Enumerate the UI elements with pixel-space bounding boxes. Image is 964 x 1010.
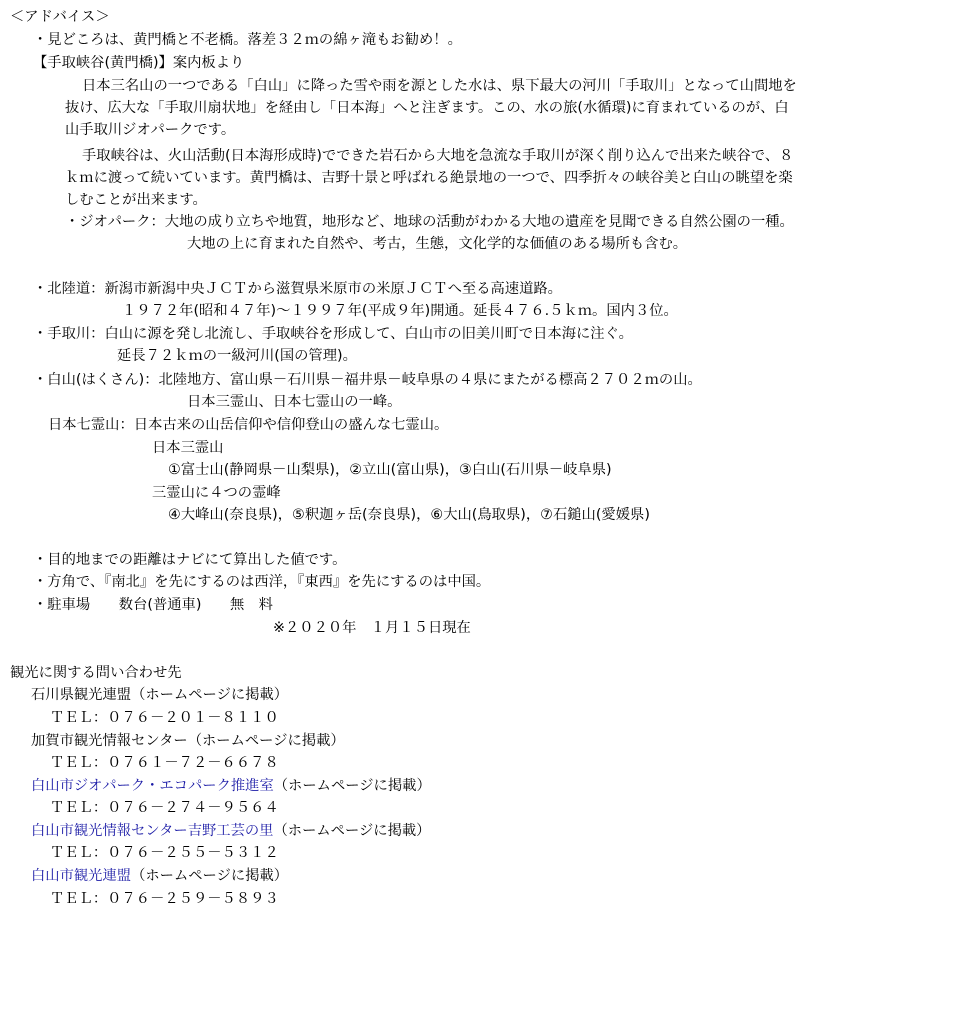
tedori-note-cont: 延長７２ｋｍの一級河川(国の管理)。 [117,348,357,364]
contact-name: 石川県観光連盟 [31,687,132,703]
signboard-para1-line2: 抜け、広大な「手取川扇状地」を経由し「日本海」へと注ぎます。この、水の旅(水循環)に育まれているのが、白 [65,100,789,116]
as-of-date: ※２０２０年 １月１５日現在 [273,620,471,636]
signboard-para2-line1: 手取峡谷は、火山活動(日本海形成時)でできた岩石から大地を急流な手取川が深く削り込んで出来た峡谷で、８ [82,148,794,164]
contact-note: （ホームページに掲載） [187,733,345,749]
shichireizan-note: 日本七霊山：日本古来の山岳信仰や信仰登山の盛んな七霊山。 [48,417,449,433]
highlights-text: ・見どころは、黄門橋と不老橋。落差３２ｍの綿ヶ滝もお勧め！。 [33,32,462,48]
hakusan-note-cont: 日本三霊山、日本七霊山の一峰。 [187,394,402,410]
contact-item [31,730,345,752]
contact-item [31,820,430,842]
contacts-heading: 観光に関する問い合わせ先 [10,665,182,681]
distance-note: ・目的地までの距離はナビにて算出した値です。 [33,552,347,568]
contact-note: （ホームページに掲載） [273,778,431,794]
contact-item [31,865,288,887]
four-peaks-label: 三霊山に４つの霊峰 [152,485,281,501]
four-peaks-list: ④大峰山(奈良県)，⑤釈迦ヶ岳(奈良県)，⑥大山(鳥取県)，⑦石鎚山(愛媛県) [168,507,650,523]
contact-tel: ＴＥＬ：０７６－２０１－８１１０ [50,710,279,726]
signboard-para1-line3: 山手取川ジオパークです。 [65,122,236,138]
hokuriku-note-cont: １９７２年(昭和４７年)～１９９７年(平成９年)開通。延長４７６.５ｋｍ。国内３位。 [122,303,678,319]
parking-note: ・駐車場 数台(普通車) 無 料 [33,597,273,613]
contact-note: （ホームページに掲載） [273,823,431,839]
yoshino-craft-center-link[interactable]: 白山市観光情報センター吉野工芸の里 [31,823,274,839]
signboard-title: 【手取峡谷(黄門橋)】案内板より [33,55,245,71]
hakusan-note: ・白山(はくさん)：北陸地方、富山県－石川県－福井県－岐阜県の４県にまたがる標高２７０２ｍの山。 [33,372,702,388]
contact-tel: ＴＥＬ：０７６－２７４－９５６４ [50,800,279,816]
contact-item [31,684,288,706]
contact-tel: ＴＥＬ：０７６－２５５－５３１２ [50,845,279,861]
contact-note: （ホームページに掲載） [131,868,289,884]
contact-note: （ホームページに掲載） [131,687,289,703]
hakusan-tourism-league-link[interactable]: 白山市観光連盟 [31,868,132,884]
sanreizan-label: 日本三霊山 [152,440,224,456]
geopark-definition-cont: 大地の上に育まれた自然や、考古，生態，文化学的な価値のある場所も含む。 [187,236,688,252]
signboard-para2-line2: ｋｍに渡って続いています。黄門橋は、吉野十景と呼ばれる絶景地の一つで、四季折々の峡谷美と白山の眺望を楽 [65,170,793,186]
sanreizan-list: ①富士山(静岡県－山梨県)，②立山(富山県)，③白山(石川県－岐阜県) [168,462,612,478]
hokuriku-note: ・北陸道：新潟市新潟中央ＪＣＴから滋賀県米原市の米原ＪＣＴへ至る高速道路。 [33,281,562,297]
direction-note: ・方角で、『南北』を先にするのは西洋，『東西』を先にするのは中国。 [33,574,491,590]
contact-tel: ＴＥＬ：０７６１－７２－６６７８ [50,755,279,771]
contact-item [31,775,431,797]
geopark-office-link[interactable]: 白山市ジオパーク・エコパーク推進室 [31,778,274,794]
signboard-para2-line3: しむことが出来ます。 [65,192,207,208]
signboard-para1-line1: 日本三名山の一つである「白山」に降った雪や雨を源とした水は、県下最大の河川「手取川」となって山間地を [82,78,797,94]
advice-heading: ＜アドバイス＞ [10,9,110,25]
contact-tel: ＴＥＬ：０７６－２５９－５８９３ [50,891,279,907]
contact-name: 加賀市観光情報センター [31,733,188,749]
tedori-note: ・手取川：白山に源を発し北流し、手取峡谷を形成して、白山市の旧美川町で日本海に注ぐ。 [33,326,633,342]
geopark-definition: ・ジオパーク：大地の成り立ちや地質，地形など、地球の活動がわかる大地の遺産を見聞できる自然公園の一種。 [65,214,794,230]
